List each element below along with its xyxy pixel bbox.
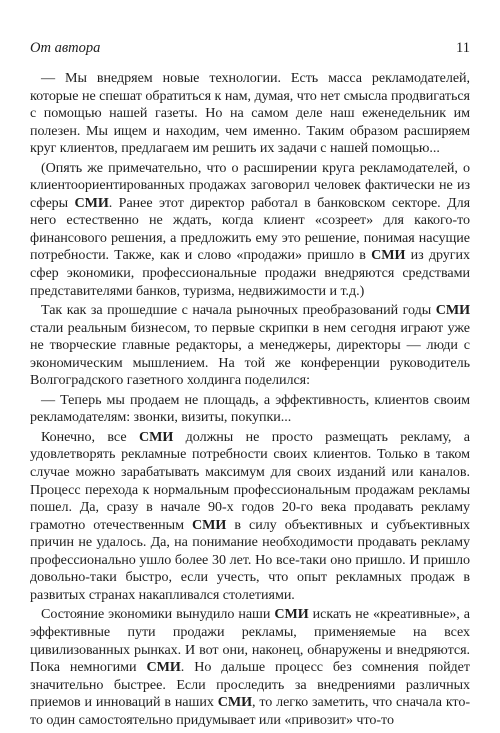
page-header [30, 40, 470, 60]
page-number: 11 [456, 40, 470, 56]
page-body [30, 70, 470, 729]
paragraph-1: — Мы внедряем новые технологии. Есть масса рекламодателей, которые не спешат обратиться к нам, думая, что нет смысла продвигаться с помощью нашей газеты. Но на самом деле наш еженедельник им полезен. Мы ищем и находим, чем именно. Таким образом расширяем круг клиентов, предлагаем им решить их задачи с нашей помощью... [30, 70, 470, 157]
paragraph-2: (Опять же примечательно, что о расширении круга рекламодателей, о клиентоориентированных продажах заговорил человек фактически не из сферы СМИ. Ранее этот директор работал в банковском секторе. Для него естественно не ждать, когда клиент «созреет» для какого-то финансового решения, а предложить ему это решение, понимая насущие потребности. Также, как и слово «продажи» пришло в СМИ из других сфер экономики, профессиональные продажи внедряются средствами представителями банков, туризма, недвижимости и т.д.) [30, 159, 471, 299]
paragraph-3: Так как за прошедшие с начала рыночных преобразований годы СМИ стали реальным бизнесом, то первые скрипки в нем сегодня играют уже не творческие главные редакторы, а менеджеры, директоры — люди с экономическим мышлением. На той же конференции руководитель Волгоградского газетного холдинга поделился: [30, 302, 470, 389]
paragraph-5: Конечно, все СМИ должны не просто размещать рекламу, а удовлетворять рекламные потребности своих клиентов. Только в таком случае можно зарабатывать максимум для своих изданий или каналов. Процесс перехода к нормальным профессиональным продажам рекламы пошел. Да, сразу в начале 90-х годов 20-го века продавать рекламу грамотно отечественным СМИ в силу объективных и субъективных причин не удалось. Да, на понимание необходимости продавать рекламу профессионально ушло более 30 лет. Но все-таки оно пришло. И пришло довольно-таки быстро, если учесть, что опыт рекламных продаж в развитых странах накапливался столетиями. [30, 428, 471, 603]
running-title: От автора [30, 40, 101, 56]
paragraph-4: — Теперь мы продаем не площадь, а эффективность, клиентов своим рекламодателям: звонки, визиты, покупки... [30, 391, 470, 426]
paragraph-6: Состояние экономики вынудило наши СМИ искать не «креативные», а эффективные пути продажи рекламы, применяемые на всех цивилизованных рынках. И вот они, наконец, обнаружены и внедряются. Пока немногими СМИ. Но дальше процесс без сомнения пойдет значительно быстрее. Если проследить за внедрениями различных приемов и инноваций в наших СМИ, то легко заметить, что сначала кто-то один самостоятельно придумывает или «привозит» что-то [30, 606, 470, 728]
